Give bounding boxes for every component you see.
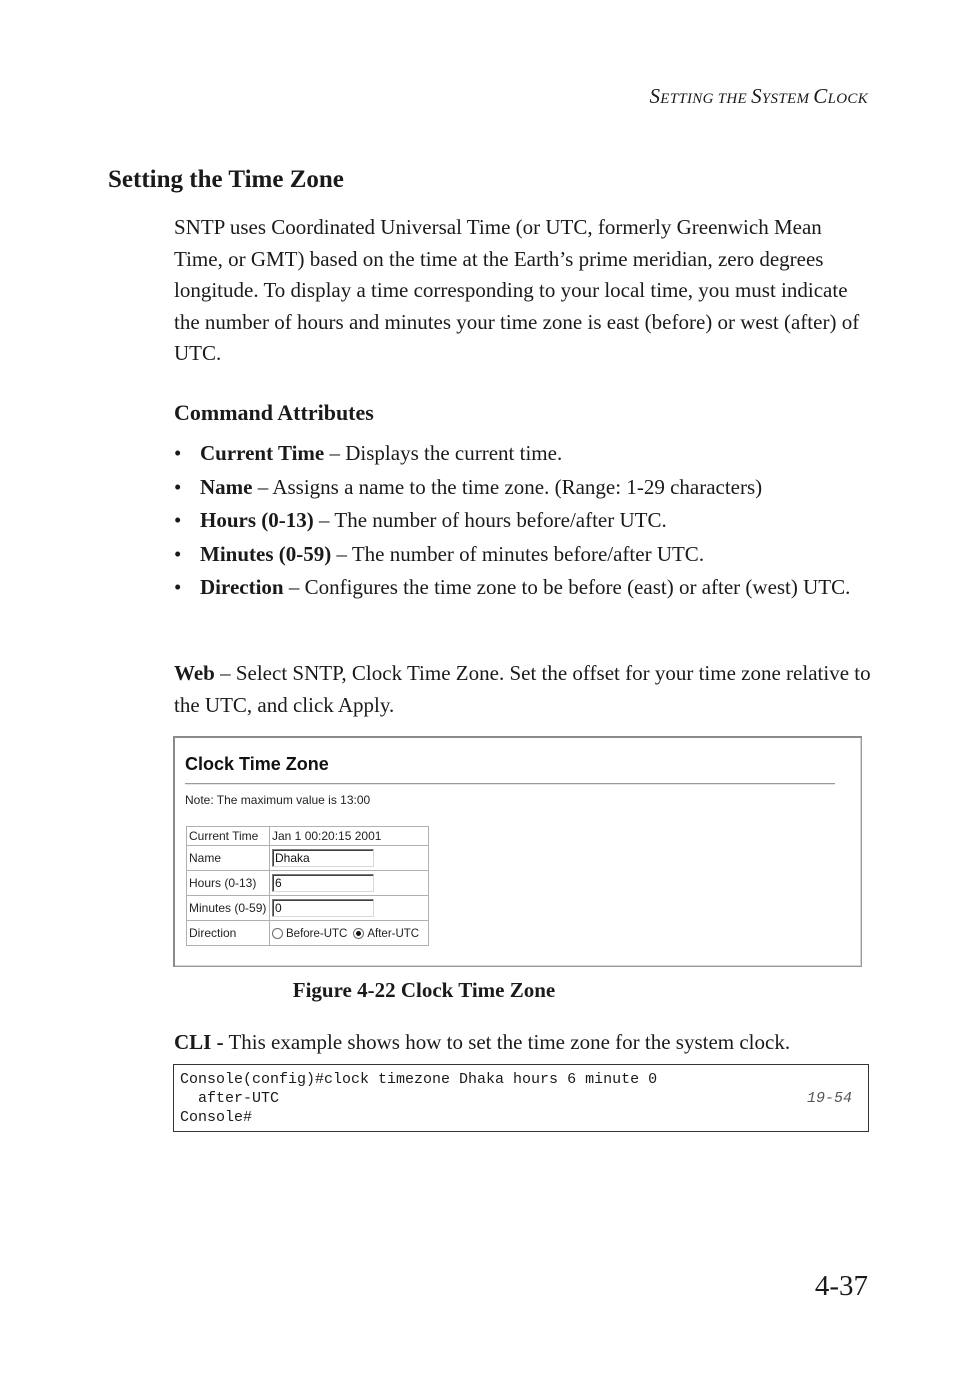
figure-caption: Figure 4-22 Clock Time Zone <box>292 978 556 1002</box>
clock-time-zone-screenshot <box>173 736 862 967</box>
cli-text: This example shows how to set the time zone for the system clock. <box>223 1030 791 1054</box>
table-row <box>187 896 429 921</box>
attribute-term: Hours (0-13) <box>200 508 314 532</box>
current-time-label: Current Time <box>187 827 270 846</box>
name-input[interactable]: Dhaka <box>272 849 374 867</box>
minutes-label: Minutes (0-59) <box>187 896 270 921</box>
before-utc-radio[interactable] <box>272 928 283 939</box>
table-row <box>187 921 429 946</box>
attribute-item <box>174 505 874 536</box>
code-text: Console(config)#clock timezone Dhaka hours 6 minute 0 <box>180 1071 658 1088</box>
minutes-cell <box>270 896 429 921</box>
hours-input[interactable]: 6 <box>272 874 374 892</box>
attribute-item <box>174 438 874 469</box>
direction-cell <box>270 921 429 946</box>
code-text: after-UTC <box>180 1090 280 1107</box>
bullet-dot: • <box>174 575 182 599</box>
divider <box>185 783 835 785</box>
attribute-term: Direction <box>200 575 284 599</box>
bullet-dot: • <box>174 474 182 499</box>
command-reference: 19-54 <box>806 1090 852 1107</box>
web-text: – Select SNTP, Clock Time Zone. Set the offset for your time zone relative to the UTC, and click Apply. <box>174 661 871 717</box>
cli-label: CLI - <box>174 1030 224 1054</box>
table-row <box>187 846 429 871</box>
cli-instructions <box>174 1027 874 1059</box>
attribute-desc: – The number of minutes before/after UTC. <box>331 541 705 566</box>
attribute-desc: – Configures the time zone to be before (east) or after (west) UTC. <box>283 575 851 599</box>
before-utc-label: Before-UTC <box>286 927 348 940</box>
max-value-note: Note: The maximum value is 13:00 <box>185 793 371 807</box>
code-line <box>180 1070 862 1089</box>
web-instructions <box>174 658 874 721</box>
web-label: Web <box>174 661 215 685</box>
after-utc-radio[interactable] <box>353 928 364 939</box>
code-text: Console# <box>180 1109 253 1126</box>
bullet-dot: • <box>174 441 182 465</box>
after-utc-label: After-UTC <box>367 927 420 940</box>
code-line <box>180 1108 862 1127</box>
name-label: Name <box>187 846 270 871</box>
hours-label: Hours (0-13) <box>187 871 270 896</box>
attribute-item <box>174 572 874 603</box>
running-header <box>649 84 868 109</box>
cli-example-box <box>173 1064 869 1132</box>
attribute-term: Minutes (0-59) <box>200 541 332 566</box>
header-text: LOCK <box>827 91 868 107</box>
current-time-value: Jan 1 00:20:15 2001 <box>270 827 429 846</box>
name-cell <box>270 846 429 871</box>
bullet-dot: • <box>174 508 182 532</box>
intro-paragraph: SNTP uses Coordinated Universal Time (or UTC, formerly Greenwich Mean Time, or GMT) based on the time at the Earth’s prime meridian, zero degrees longitude. To display a time corresponding to your local time, you must indicate the number of hours and minutes your time zone is east (before) or west (after) of UTC. <box>174 215 860 365</box>
command-attributes-title: Command Attributes <box>174 400 374 425</box>
minutes-input[interactable]: 0 <box>272 899 374 917</box>
attribute-term: Name <box>200 474 253 499</box>
hours-cell <box>270 871 429 896</box>
section-title: Setting the Time Zone <box>108 166 344 193</box>
bullet-dot: • <box>174 541 182 566</box>
header-text: YSTEM <box>761 91 814 107</box>
attribute-desc: – The number of hours before/after UTC. <box>313 508 667 532</box>
header-initial: S <box>649 84 661 108</box>
attribute-term: Current Time <box>200 441 325 465</box>
figure-panel-title: Clock Time Zone <box>185 754 329 774</box>
attribute-desc: – Assigns a name to the time zone. (Range: 1-29 characters) <box>252 474 763 499</box>
code-line <box>180 1089 862 1108</box>
table-row <box>187 827 429 846</box>
header-initial: S <box>751 84 762 108</box>
attribute-desc: – Displays the current time. <box>324 441 563 465</box>
header-text: ETTING THE <box>660 91 752 107</box>
page-number: 4-37 <box>814 1270 868 1302</box>
attribute-item <box>174 539 874 570</box>
time-zone-form-table <box>186 826 429 946</box>
direction-label: Direction <box>187 921 270 946</box>
attribute-list <box>174 438 874 606</box>
table-row <box>187 871 429 896</box>
attribute-item <box>174 472 874 503</box>
header-initial: C <box>813 84 828 108</box>
